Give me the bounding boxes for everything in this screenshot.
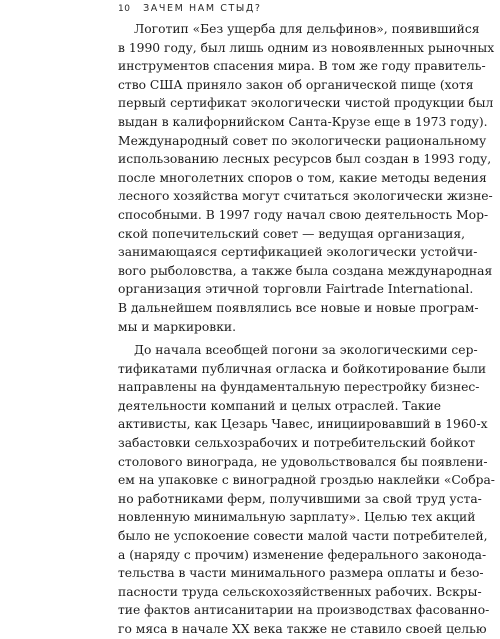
text-line: столового винограда, не удовольствовался бы появлени- xyxy=(118,454,488,469)
text-line: го мяса в начале XX века также не ставило своей целью xyxy=(118,622,487,636)
text-line: а (наряду с прочим) изменение федерального законода- xyxy=(118,547,487,562)
text-line: ем на упаковке с виноградной гроздью наклейки «Собра- xyxy=(118,473,495,488)
text-line: после многолетних споров о том, какие методы ведения xyxy=(118,170,487,185)
text-line: тификатами публичная огласка и бойкотирование были xyxy=(118,361,487,376)
running-head xyxy=(118,2,408,16)
paragraph xyxy=(118,341,495,639)
paragraph xyxy=(118,20,495,336)
text-line: лесного хозяйства могут считаться экологически жизне- xyxy=(118,189,493,204)
running-title: ЗАЧЕМ НАМ СТЫД? xyxy=(143,3,262,14)
text-line: Логотип «Без ущерба для дельфинов», появившийся xyxy=(134,22,480,36)
text-line: инструментов спасения мира. В том же году правитель- xyxy=(118,59,486,74)
text-line: выдан в калифорнийском Санта-Крузе еще в 1973 году). xyxy=(118,114,488,129)
text-line: активисты, как Цезарь Чавес, инициировавший в 1960-х xyxy=(118,417,488,432)
text-line: деятельности компаний и целых отраслей. Такие xyxy=(118,398,442,413)
text-line: организация этичной торговли Fairtrade International. xyxy=(118,282,474,297)
text-line: пасности труда сельскохозяйственных рабочих. Вскры- xyxy=(118,584,482,599)
text-line: занимающаяся сертификацией экологически устойчи- xyxy=(118,245,478,260)
page-number: 10 xyxy=(118,4,131,14)
text-line: новленную минимальную зарплату». Целью тех акций xyxy=(118,510,476,525)
text-line: направлены на фундаментальную перестройку бизнес- xyxy=(118,380,480,395)
text-line: первый сертификат экологически чистой продукции был xyxy=(118,96,494,111)
text-line: Международный совет по экологически рациональному xyxy=(118,133,487,148)
text-line: тие фактов антисанитарии на производствах фасованно- xyxy=(118,603,490,618)
text-line: ской попечительский совет — ведущая организация, xyxy=(118,226,466,241)
text-line: забастовки сельхозрабочих и потребительский бойкот xyxy=(118,436,476,451)
text-line: использованию лесных ресурсов был создан в 1993 году, xyxy=(118,152,492,167)
page-body xyxy=(118,20,495,639)
text-line: было не успокоение совести малой части потребителей, xyxy=(118,529,488,544)
text-line: мы и маркировки. xyxy=(118,319,237,334)
text-line: вого рыболовства, а также была создана международная xyxy=(118,263,493,278)
text-line: но работниками ферм, получившими за свой труд уста- xyxy=(118,491,482,506)
text-line: способными. В 1997 году начал свою деятельность Мор- xyxy=(118,207,489,222)
text-line: тельства в части минимального размера оплаты и безо- xyxy=(118,566,484,581)
text-line: В дальнейшем появлялись все новые и новые програм- xyxy=(118,300,479,315)
text-line: До начала всеобщей погони за экологическими сер- xyxy=(134,343,478,358)
text-line: в 1990 году, был лишь одним из новоявленных рыночных xyxy=(118,40,495,55)
text-line: ство США приняло закон об органической пище (хотя xyxy=(118,77,474,92)
